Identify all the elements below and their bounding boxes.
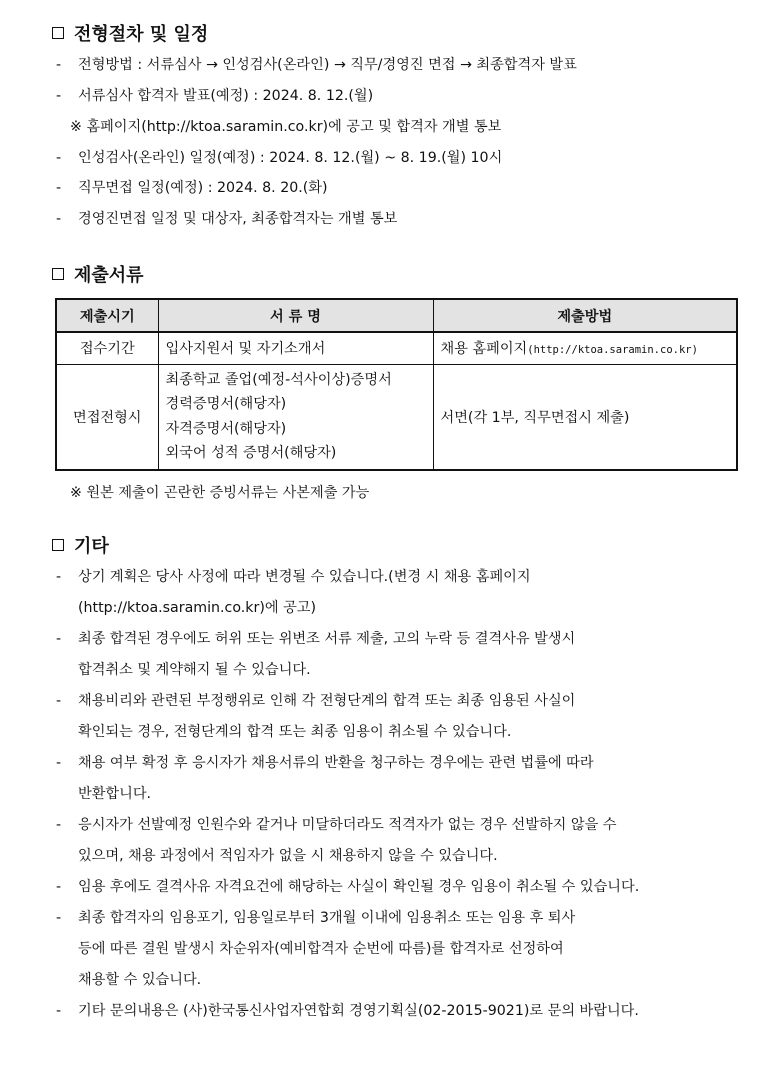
section-title: 기타 xyxy=(74,536,109,557)
section-heading-documents xyxy=(52,260,144,288)
column-header: 제출시기 xyxy=(56,299,158,332)
list-item: - 채용비리와 관련된 부정행위로 인해 각 전형단계의 합격 또는 최종 임용된 사실이 xyxy=(56,693,576,709)
list-item: - 전형방법 : 서류심사 → 인성검사(온라인) → 직무/경영진 면접 → 최종합격자 발표 xyxy=(56,57,577,73)
list-item: - 경영진면접 일정 및 대상자, 최종합격자는 개별 통보 xyxy=(56,211,398,227)
list-item: - 인성검사(온라인) 일정(예정) : 2024. 8. 12.(월) ~ 8. 19.(월) 10시 xyxy=(56,150,503,166)
section-title: 제출서류 xyxy=(74,265,144,286)
checkbox-square-icon xyxy=(52,27,64,39)
method-url: (http://ktoa.saramin.co.kr) xyxy=(527,344,698,357)
column-header: 서 류 명 xyxy=(158,299,433,332)
table-cell-period: 면접전형시 xyxy=(56,364,158,470)
note-text: ※ 원본 제출이 곤란한 증빙서류는 사본제출 가능 xyxy=(70,485,370,501)
list-item: - 최종 합격자의 임용포기, 임용일로부터 3개월 이내에 임용취소 또는 임용 후 퇴사 xyxy=(56,910,576,926)
table-header-row xyxy=(56,299,737,332)
doc-item: 최종학교 졸업(예정-석사이상)증명서 xyxy=(165,371,392,388)
checkbox-square-icon xyxy=(52,539,64,551)
doc-item: 자격증명서(해당자) xyxy=(165,420,287,437)
list-item-continuation: (http://ktoa.saramin.co.kr)에 공고) xyxy=(78,600,317,616)
doc-item: 경력증명서(해당자) xyxy=(165,396,287,412)
list-item: - 최종 합격된 경우에도 허위 또는 위변조 서류 제출, 고의 누락 등 결격사유 발생시 xyxy=(56,631,576,647)
table-cell-docs xyxy=(158,364,433,470)
section-heading-other xyxy=(52,531,109,559)
list-item-continuation: 확인되는 경우, 전형단계의 합격 또는 최종 임용이 취소될 수 있습니다. xyxy=(78,724,512,740)
list-item-continuation: 있으며, 채용 과정에서 적임자가 없을 시 채용하지 않을 수 있습니다. xyxy=(78,848,498,864)
checkbox-square-icon xyxy=(52,268,64,280)
column-header: 제출방법 xyxy=(433,299,737,332)
section-title: 전형절차 및 일정 xyxy=(74,24,209,45)
table-cell-method: 서면(각 1부, 직무면접시 제출) xyxy=(433,364,737,470)
table-cell-docs: 입사지원서 및 자기소개서 xyxy=(158,332,433,364)
list-item-continuation: 채용할 수 있습니다. xyxy=(78,972,202,988)
list-item: - 채용 여부 확정 후 응시자가 채용서류의 반환을 청구하는 경우에는 관련 법률에 따라 xyxy=(56,755,594,771)
doc-item: 외국어 성적 증명서(해당자) xyxy=(165,445,337,461)
list-item-continuation: 반환합니다. xyxy=(78,786,152,802)
documents-table xyxy=(55,298,738,471)
list-item: - 임용 후에도 결격사유 자격요건에 해당하는 사실이 확인될 경우 임용이 취소될 수 있습니다. xyxy=(56,879,640,895)
table-cell-method: 채용 홈페이지(http://ktoa.saramin.co.kr) xyxy=(433,332,737,364)
list-item-continuation: 등에 따른 결원 발생시 차순위자(예비합격자 순번에 따름)를 합격자로 선정하여 xyxy=(78,941,564,957)
note-text: ※ 홈페이지(http://ktoa.saramin.co.kr)에 공고 및 합격자 개별 통보 xyxy=(70,119,502,135)
section-heading-schedule xyxy=(52,19,208,47)
list-item: - 응시자가 선발예정 인원수와 같거나 미달하더라도 적격자가 없는 경우 선발하지 않을 수 xyxy=(56,817,617,833)
list-item: - 기타 문의내용은 (사)한국통신사업자연합회 경영기획실(02-2015-9021)로 문의 바랍니다. xyxy=(56,1003,639,1019)
table-row xyxy=(56,364,737,470)
list-item-continuation: 합격취소 및 계약해지 될 수 있습니다. xyxy=(78,662,311,678)
list-item: - 상기 계획은 당사 사정에 따라 변경될 수 있습니다.(변경 시 채용 홈페이지 xyxy=(56,569,531,585)
table-cell-period: 접수기간 xyxy=(56,332,158,364)
list-item: - 직무면접 일정(예정) : 2024. 8. 20.(화) xyxy=(56,180,328,196)
list-item: - 서류심사 합격자 발표(예정) : 2024. 8. 12.(월) xyxy=(56,88,374,104)
table-row xyxy=(56,332,737,364)
